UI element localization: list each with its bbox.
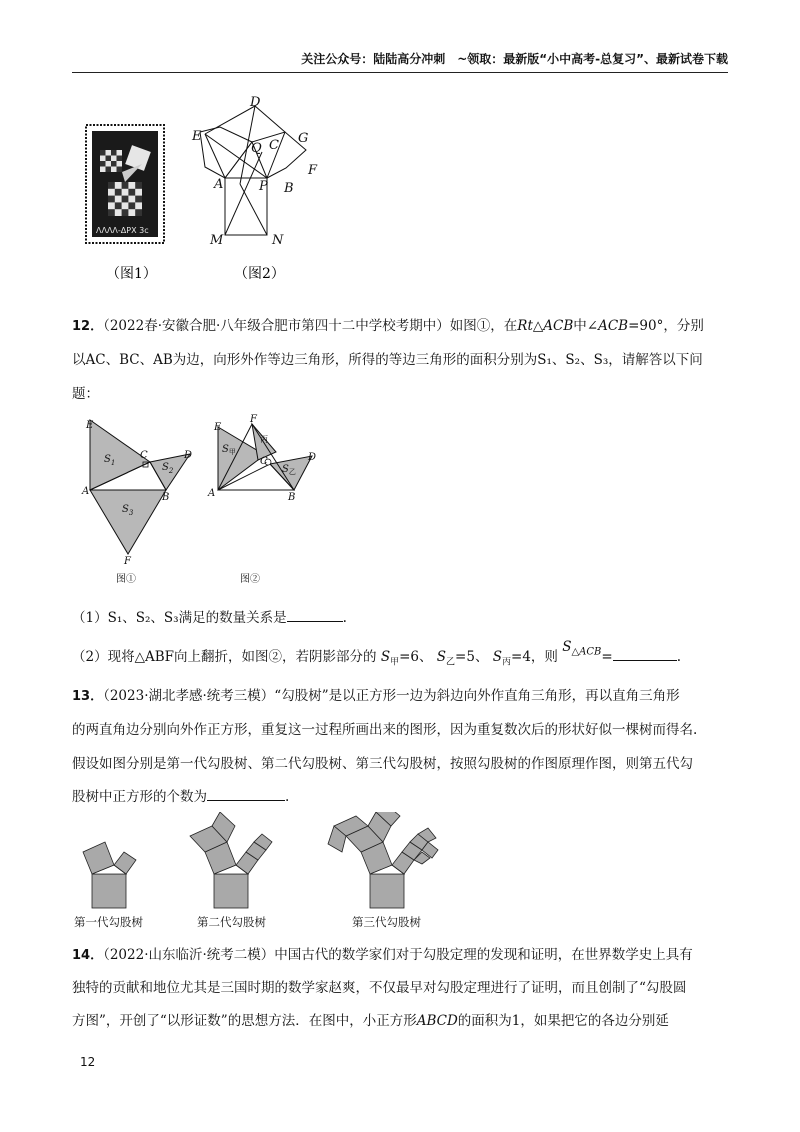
label-A: A xyxy=(214,177,224,192)
tree-gen2 xyxy=(190,812,272,908)
q12-part1-suffix: . xyxy=(342,610,347,626)
tree-gen3 xyxy=(328,812,438,908)
q14-line3-text: 方图”，开创了“以形证数”的思想方法．在图中，小正方形 xyxy=(72,1013,417,1029)
fig2-label-F: F xyxy=(250,414,257,425)
fig2-label-D: D xyxy=(308,452,317,463)
top-figures xyxy=(80,92,340,282)
tree-label-3: 第三代勾股树 xyxy=(352,915,421,929)
q13-line2: 的两直角边分别向外作正方形，重复这一过程所画出来的图形，因为重复数次后的形状好似一棵树而得名. xyxy=(72,722,698,738)
label-F: F xyxy=(308,163,318,178)
q13-text: “勾股树”是以正方形一边为斜边向外作直角三角形，再以直角三角形 xyxy=(274,688,680,704)
fig2-label-C: C xyxy=(260,456,268,467)
value-jia: =6、 xyxy=(399,649,433,665)
q13-number: 13． xyxy=(72,689,104,704)
fig2-label-B: B xyxy=(288,492,296,503)
q13-line1 xyxy=(72,686,728,707)
q12-line3: 题： xyxy=(72,386,99,402)
stamp-text: ΛΛΛΛ-ΔΡΧ 3c xyxy=(96,226,149,235)
q12-part1 xyxy=(72,607,728,628)
fig2-label: 图② xyxy=(240,574,260,585)
q13-source: （2023·湖北孝感·统考三模） xyxy=(103,688,275,704)
q12-fig1 xyxy=(81,420,192,585)
page-header: 关注公众号：陆陆高分冲刺 ~领取：最新版“小中高考-总复习”、最新试卷下载 xyxy=(301,52,728,66)
fig1-label: 图① xyxy=(116,574,136,585)
page-number: 12 xyxy=(80,1055,96,1069)
equals-sign: = xyxy=(601,649,613,665)
fig1-S1: $S_1$ xyxy=(104,454,116,467)
q12-number: 12． xyxy=(72,319,104,334)
q14-line3 xyxy=(72,1011,728,1031)
q12-part2-suffix: . xyxy=(676,649,681,665)
value-bing: =4，则 xyxy=(511,649,558,665)
tree-gen1 xyxy=(83,842,136,908)
q12-figures xyxy=(80,412,330,587)
fig1-S3: $S_3$ xyxy=(122,504,134,517)
s-acb-sub: △ACB xyxy=(571,646,602,658)
fig2-S-jia: $S_甲$ xyxy=(222,444,236,456)
tree-label-2: 第二代勾股树 xyxy=(197,915,266,929)
label-E: E xyxy=(192,129,202,144)
fig1-S2: $S_2$ xyxy=(162,462,174,475)
s-symbol: S xyxy=(492,649,502,665)
q13-suffix: . xyxy=(285,789,290,805)
sub-yi: 乙 xyxy=(446,657,456,668)
fig2-S-yi: $S_乙$ xyxy=(282,464,296,476)
fig1-caption: （图1） xyxy=(106,266,157,282)
fig1-label-A: A xyxy=(82,486,90,497)
fig2-label-A: A xyxy=(208,488,216,499)
fig2-bing: 丙 xyxy=(260,435,268,444)
s-acb-symbol: S xyxy=(562,639,572,655)
q14-line1 xyxy=(72,945,728,966)
q14-abcd: ABCD xyxy=(416,1013,458,1029)
q12-part1-prefix: （1） xyxy=(72,610,108,626)
q13-line3: 假设如图分别是第一代勾股树、第二代勾股树、第三代勾股树，按照勾股树的作图原理作图，则第五代勾 xyxy=(72,756,693,772)
label-B: B xyxy=(284,181,294,196)
fig1-label-B: B xyxy=(162,492,170,503)
sub-bing: 丙 xyxy=(502,657,512,668)
fig1-label-D: D xyxy=(184,450,193,461)
label-N: N xyxy=(272,233,284,248)
sub-jia: 甲 xyxy=(390,657,400,668)
q12-text: 中∠ xyxy=(573,318,599,334)
q12-part1-text: S₁、S₂、S₃满足的数量关系是 xyxy=(107,610,287,626)
s-symbol: S xyxy=(436,649,447,665)
fig2-label-E: E xyxy=(214,422,222,433)
fig1-label-C: C xyxy=(140,450,148,461)
q14-line3-text: 的面积为1，如果把它的各边分别延 xyxy=(457,1013,669,1029)
q12-part2-answer-blank[interactable] xyxy=(613,646,677,661)
q12-part2 xyxy=(72,639,728,673)
fig2-caption: （图2） xyxy=(234,266,285,282)
q12-angle: ACB xyxy=(598,318,629,334)
q13-answer-blank[interactable] xyxy=(207,786,285,801)
s-symbol: S xyxy=(380,649,391,665)
q13-line4 xyxy=(72,786,728,807)
q13-line4-text: 股树中正方形的个数为 xyxy=(72,789,207,805)
q12-line2: 以AC、BC、AB为边，向形外作等边三角形，所得的等边三角形的面积分别为S₁、S₂、S₃，请解答以下问 xyxy=(72,352,703,368)
q14-source: （2022·山东临沂·统考二模） xyxy=(103,947,275,963)
q12-part2-prefix: （2） xyxy=(72,649,108,665)
tree-label-1: 第一代勾股树 xyxy=(74,915,143,929)
pythagoras-figure xyxy=(200,106,309,235)
fig1-label-E: E xyxy=(86,420,94,431)
label-M: M xyxy=(210,233,224,248)
q12-source: （2022春·安徽合肥·八年级合肥市第四十二中学校考期中） xyxy=(103,318,450,334)
label-P: P xyxy=(259,179,268,194)
q12-part2-text: 现将△ABF向上翻折，如图②，若阴影部分的 xyxy=(107,649,377,665)
q12-text: 如图①，在 xyxy=(449,318,518,334)
value-yi: =5、 xyxy=(455,649,489,665)
q12-fig2 xyxy=(207,414,316,585)
q12-text: =90°，分别 xyxy=(628,318,704,334)
header-divider xyxy=(72,72,728,73)
q14-line2: 独特的贡献和地位尤其是三国时期的数学家赵爽，不仅最早对勾股定理进行了证明，而且创制了“勾股圆 xyxy=(72,980,687,996)
q14-text: 中国古代的数学家们对于勾股定理的发现和证明，在世界数学史上具有 xyxy=(274,947,693,963)
q12-line1 xyxy=(72,316,728,337)
label-D: D xyxy=(250,95,261,110)
q12-part1-answer-blank[interactable] xyxy=(287,607,343,622)
q12-triangle: Rt△ACB xyxy=(517,318,574,334)
label-G: G xyxy=(298,131,309,146)
label-C: C xyxy=(269,138,279,153)
q14-number: 14． xyxy=(72,948,104,963)
label-Q: Q xyxy=(251,141,262,156)
fig1-label-F: F xyxy=(124,556,131,567)
stamp-figure xyxy=(86,125,164,243)
